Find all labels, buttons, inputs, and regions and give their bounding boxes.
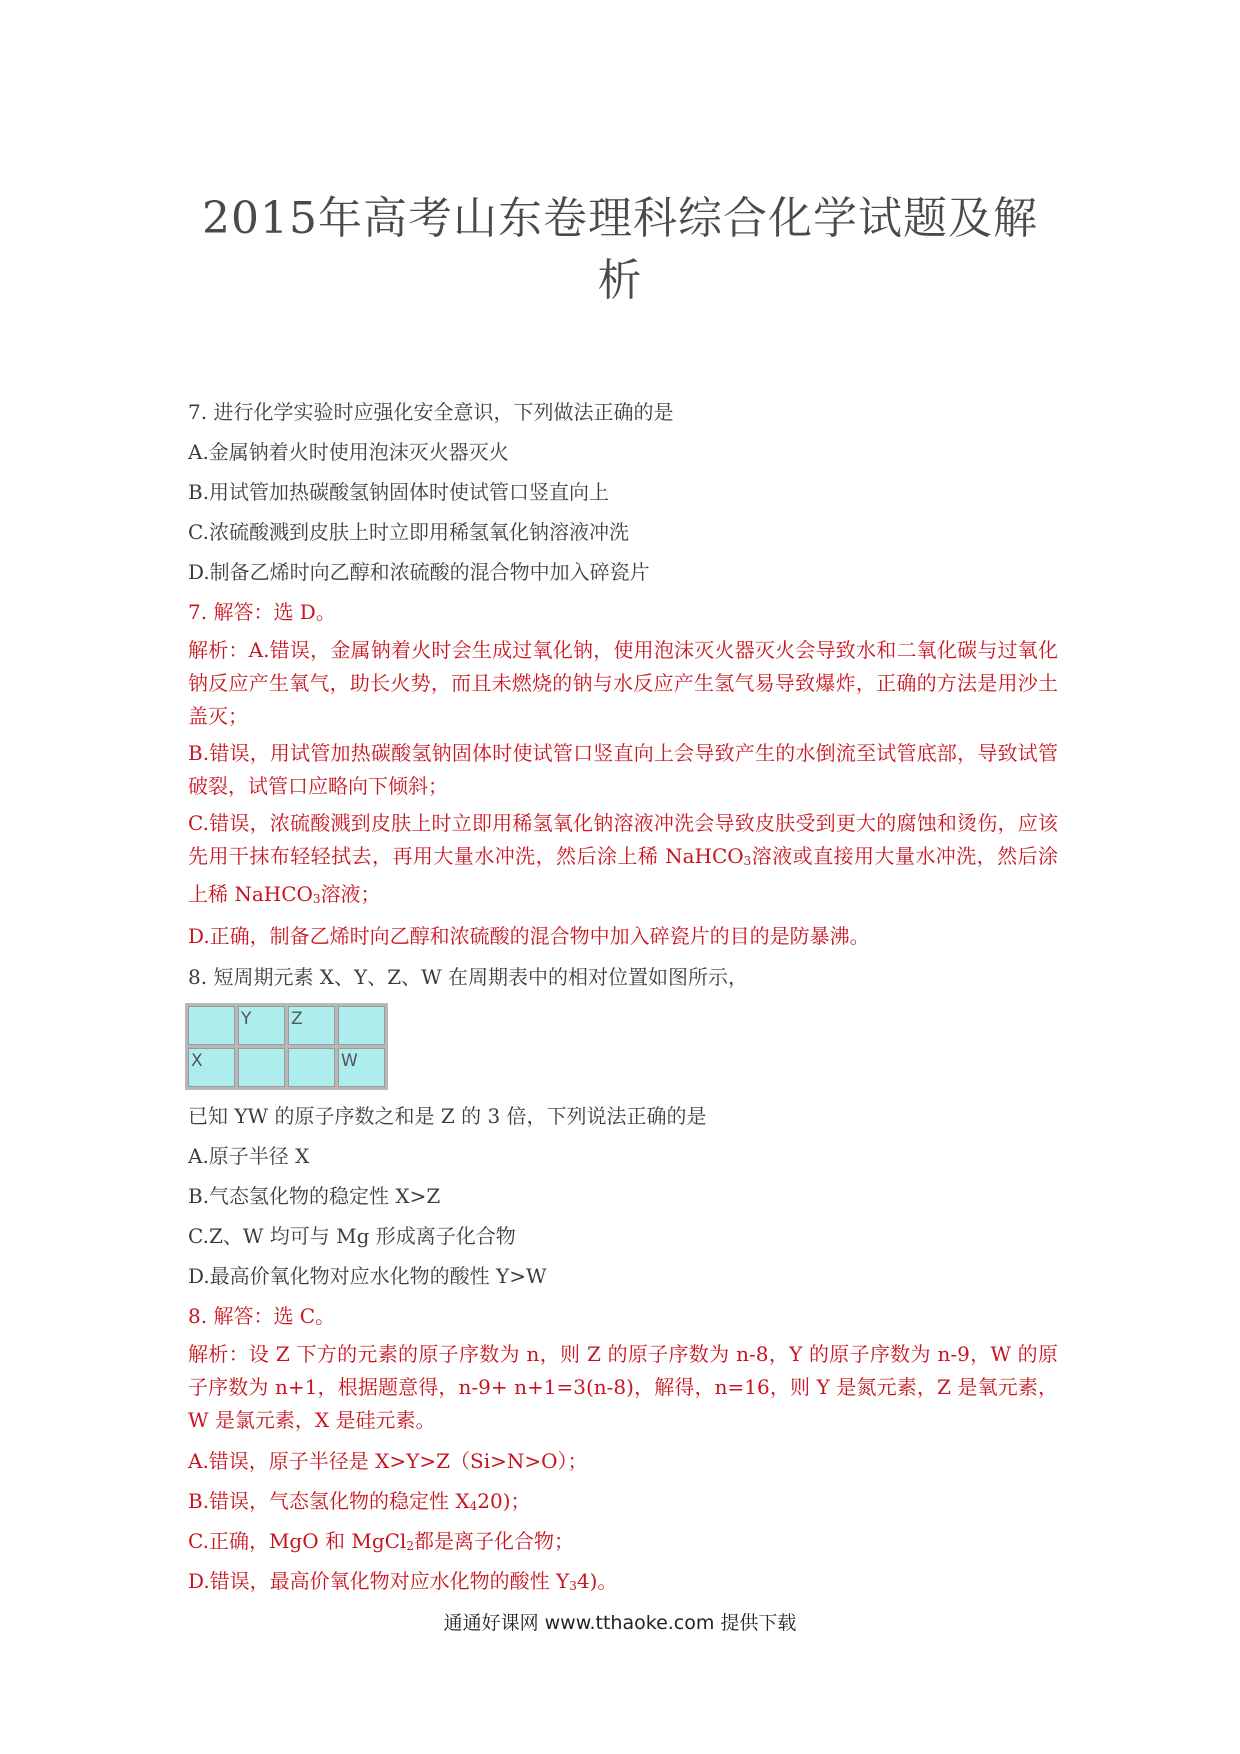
q7-analysis-c-part1: C.错误，浓硫酸溅到皮肤上时立即用稀氢氧化钠溶液冲洗会导致皮肤受到更大的腐蚀和烫伤，应该先用干抹布轻轻拭去，再用大量水冲洗，然后涂上稀 NaHCO <box>188 811 1058 868</box>
q8-subscript-2: 2 <box>406 1539 414 1553</box>
table-row <box>188 1006 385 1045</box>
table-cell <box>238 1048 285 1087</box>
q7-answer: 7. 解答：选 D。 <box>188 600 336 624</box>
q8-analysis-b <box>188 1481 1058 1521</box>
table-cell-x: X <box>188 1048 235 1087</box>
page-title: 2015年高考山东卷理科综合化学试题及解析 <box>202 193 1038 306</box>
q8-analysis-b-text: B.错误，气态氢化物的稳定性 X <box>188 1489 470 1513</box>
q7-option-a: A.金属钠着火时使用泡沫灭火器灭火 <box>188 440 509 464</box>
q8-option-d: D.最高价氧化物对应水化物的酸性 Y>W <box>188 1264 547 1288</box>
table-cell-w: W <box>338 1048 385 1087</box>
q7-analysis-c-part3: 溶液； <box>320 882 381 906</box>
table-cell-z: Z <box>288 1006 335 1045</box>
q8-analysis-c-part1: C.正确，MgO 和 MgCl <box>188 1529 407 1553</box>
q7-subscript-3b: 3 <box>312 892 321 906</box>
q8-analysis-b-tail: 20)； <box>477 1489 531 1513</box>
q7-analysis-b: B.错误，用试管加热碳酸氢钠固体时使试管口竖直向上会导致产生的水倒流至试管底部，导致试管破裂，试管口应略向下倾斜； <box>188 741 1058 798</box>
q8-stem: 8. 短周期元素 X、Y、Z、W 在周期表中的相对位置如图所示， <box>188 965 749 989</box>
q7-option-d: D.制备乙烯时向乙醇和浓硫酸的混合物中加入碎瓷片 <box>188 560 650 584</box>
document-body <box>188 392 1058 1601</box>
q7-analysis-a: 解析：A.错误，金属钠着火时会生成过氧化钠，使用泡沫灭火器灭火会导致水和二氧化碳与过氧化钠反应产生氧气，助长火势，而且未燃烧的钠与水反应产生氢气易导致爆炸，正确的方法是用沙土盖灭； <box>188 638 1058 728</box>
q7-analysis-c <box>188 807 1058 916</box>
q8-option-a: A.原子半径 X <box>188 1144 310 1168</box>
q7-stem: 7. 进行化学实验时应强化安全意识，下列做法正确的是 <box>188 400 674 424</box>
q8-analysis-a: A.错误，原子半径是 X>Y>Z（Si>N>O）； <box>188 1449 588 1473</box>
q8-analysis-c <box>188 1521 1058 1561</box>
q7-option-c: C.浓硫酸溅到皮肤上时立即用稀氢氧化钠溶液冲洗 <box>188 520 629 544</box>
q8-analysis-c-part2: 都是离子化合物； <box>413 1529 574 1553</box>
q7-option-b: B.用试管加热碳酸氢钠固体时使试管口竖直向上 <box>188 480 610 504</box>
q8-stem-2: 已知 YW 的原子序数之和是 Z 的 3 倍，下列说法正确的是 <box>188 1104 707 1128</box>
q7-analysis-d: D.正确，制备乙烯时向乙醇和浓硫酸的混合物中加入碎瓷片的目的是防暴沸。 <box>188 924 870 948</box>
q8-analysis: 解析：设 Z 下方的元素的原子序数为 n，则 Z 的原子序数为 n-8，Y 的原子序数为 n-9，W 的原子序数为 n+1，根据题意得，n-9+ n+1=3(n-8)，解得，n=16，则 Y 是氮元素，Z 是氧元素，W 是氯元素，X 是硅元素。 <box>188 1342 1058 1432</box>
q7-subscript-3a: 3 <box>743 854 752 868</box>
footer-credit: 通通好课网 www.tthaoke.com 提供下载 <box>443 1612 797 1634</box>
q8-analysis-d-part1: D.错误，最高价氧化物对应水化物的酸性 Y <box>188 1569 570 1593</box>
q8-option-b: B.气态氢化物的稳定性 X>Z <box>188 1184 441 1208</box>
q8-analysis-d <box>188 1561 1058 1601</box>
q8-subscript-4: 4 <box>469 1499 478 1513</box>
table-cell <box>188 1006 235 1045</box>
table-cell <box>288 1048 335 1087</box>
q8-option-c: C.Z、W 均可与 Mg 形成离子化合物 <box>188 1224 516 1248</box>
table-cell <box>338 1006 385 1045</box>
table-cell-y: Y <box>238 1006 285 1045</box>
q8-subscript-3: 3 <box>569 1579 577 1593</box>
periodic-table-fragment <box>185 1003 388 1090</box>
table-row <box>188 1048 385 1087</box>
q7-analysis-c-part2: 溶液或直接用大量水冲洗，然后涂上稀 NaHCO <box>188 844 1059 906</box>
q8-analysis-d-part2: 4)。 <box>576 1569 618 1593</box>
q8-answer: 8. 解答：选 C。 <box>188 1304 336 1328</box>
